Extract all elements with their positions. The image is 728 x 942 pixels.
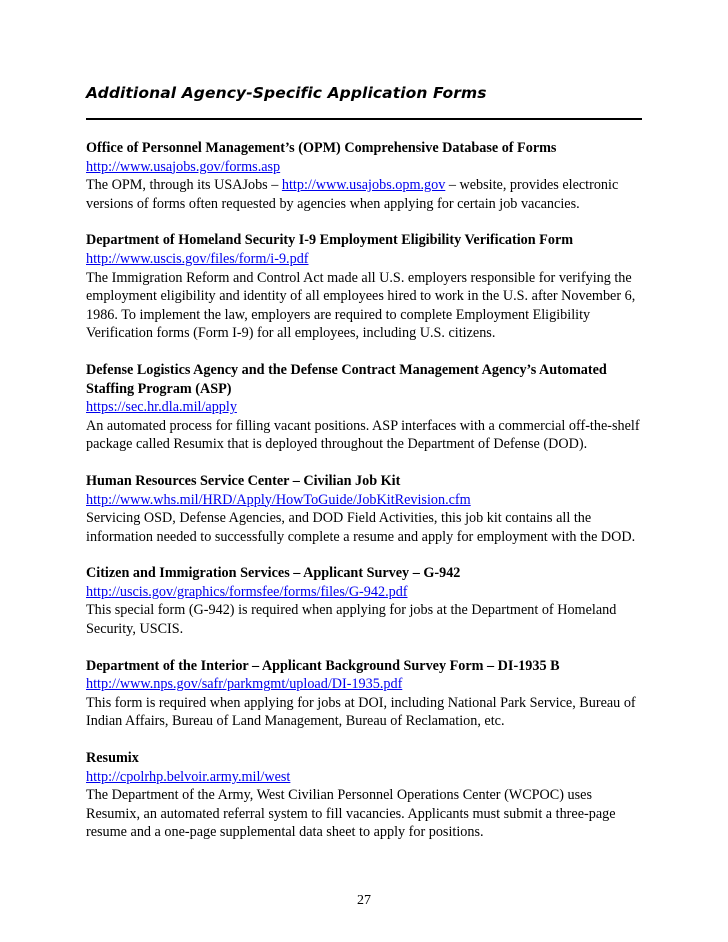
description-text: The OPM, through its USAJobs – bbox=[86, 177, 282, 194]
section-description: The Department of the Army, West Civilian Personnel Operations Center (WCPOC) uses Resumix, an automated referral system to fill vacancies. Applicants must submit a three-page resume and a one-page supplemental data sheet to apply for positions. bbox=[86, 787, 616, 841]
section-title: Citizen and Immigration Services – Applicant Survey – G-942 bbox=[86, 565, 461, 582]
usajobs-inline-link[interactable]: http://www.usajobs.opm.gov bbox=[281, 177, 446, 194]
section-url-link[interactable]: https://sec.hr.dla.mil/apply bbox=[86, 399, 237, 416]
section-description: An automated process for filling vacant positions. ASP interfaces with a commercial off-the-shelf package called Resumix that is deployed throughout the Department of Defense (DOD). bbox=[86, 417, 640, 453]
section-uscis-g942 bbox=[86, 564, 646, 638]
section-url-link[interactable]: http://uscis.gov/graphics/formsfee/forms/files/G-942.pdf bbox=[86, 583, 408, 600]
section-url-link[interactable]: http://cpolrhp.belvoir.army.mil/west bbox=[86, 768, 291, 785]
section-url-link[interactable]: http://www.whs.mil/HRD/Apply/HowToGuide/JobKitRevision.cfm bbox=[86, 491, 471, 508]
heading-divider bbox=[86, 118, 642, 120]
description-text: – website, provides electronic versions of forms often requested by agencies when applying for certain job vacancies. bbox=[86, 177, 619, 212]
section-opm bbox=[86, 139, 646, 213]
section-doi-di1935b bbox=[86, 657, 646, 731]
section-description: The Immigration Reform and Control Act made all U.S. employers responsible for verifying the employment eligibility and identity of all employees hired to work in the U.S. after November 6, 1986. To implement the law, employers are required to complete Employment Eligibility Verification forms (Form I-9) for all employees, including U.S. citizens. bbox=[86, 269, 636, 342]
section-description: Servicing OSD, Defense Agencies, and DOD Field Activities, this job kit contains all the information needed to successfully complete a resume and apply for employment with the DOD. bbox=[86, 510, 636, 545]
section-dhs-i9 bbox=[86, 231, 646, 343]
section-url-link[interactable]: http://www.usajobs.gov/forms.asp bbox=[86, 158, 281, 175]
section-dla-asp bbox=[86, 361, 646, 454]
section-hrsc-job-kit bbox=[86, 472, 646, 546]
page-number: 27 bbox=[357, 893, 371, 908]
forms-list bbox=[86, 139, 646, 860]
section-url-link[interactable]: http://www.nps.gov/safr/parkmgmt/upload/DI-1935.pdf bbox=[86, 676, 403, 693]
section-title: Office of Personnel Management’s (OPM) Comprehensive Database of Forms bbox=[86, 140, 557, 156]
section-title: Resumix bbox=[86, 750, 139, 767]
section-title: Department of the Interior – Applicant Background Survey Form – DI-1935 B bbox=[86, 657, 560, 674]
section-title: Defense Logistics Agency and the Defense Contract Management Agency’s Automated Staffing Program (ASP) bbox=[86, 361, 607, 397]
section-title: Department of Homeland Security I-9 Employment Eligibility Verification Form bbox=[86, 232, 574, 249]
section-description bbox=[86, 176, 646, 213]
page-heading: Additional Agency-Specific Application Forms bbox=[86, 84, 487, 102]
section-description: This special form (G-942) is required when applying for jobs at the Department of Homeland Security, USCIS. bbox=[86, 602, 617, 638]
section-resumix bbox=[86, 749, 646, 842]
section-title: Human Resources Service Center – Civilian Job Kit bbox=[86, 472, 401, 489]
section-description: This form is required when applying for jobs at DOI, including National Park Service, Bureau of Indian Affairs, Bureau of Land Management, Bureau of Reclamation, etc. bbox=[86, 694, 636, 730]
section-url-link[interactable]: http://www.uscis.gov/files/form/i-9.pdf bbox=[86, 250, 309, 267]
